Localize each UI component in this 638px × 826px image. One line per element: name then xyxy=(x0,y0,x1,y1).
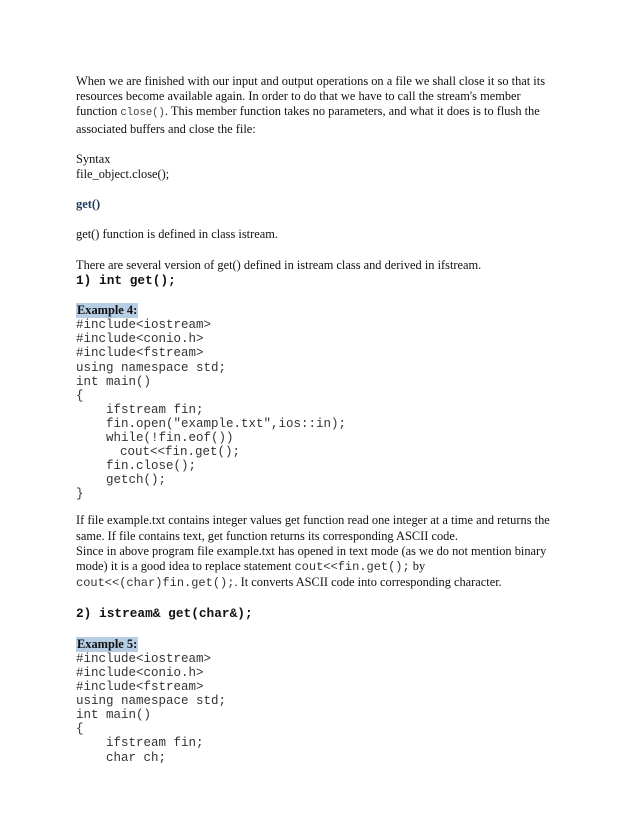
explanation-text-c: . It converts ASCII code into corresponding character. xyxy=(234,575,502,590)
code-line: ifstream fin; xyxy=(106,402,204,417)
code-line: } xyxy=(76,487,84,502)
page-content xyxy=(76,74,562,765)
example-4-label: Example 4: xyxy=(77,303,138,318)
example-5-code xyxy=(76,652,562,765)
code-line: cout<<fin.get(); xyxy=(120,445,241,460)
code-line: fin.close(); xyxy=(106,459,197,474)
inline-code-2: cout<<(char)fin.get(); xyxy=(76,576,235,591)
code-line: #include<conio.h> xyxy=(76,332,204,347)
code-line: ifstream fin; xyxy=(106,736,204,751)
example-4-code xyxy=(76,318,562,501)
versions-text: There are several version of get() defined in istream class and derived in ifstream. xyxy=(76,257,482,272)
explanation-line-1: If file example.txt contains integer values get function read one integer at a time and returns the same. If file contains text, get function returns its corresponding ASCII code. xyxy=(76,513,550,543)
code-line: { xyxy=(76,722,84,737)
code-line: #include<iostream> xyxy=(76,651,212,666)
signature-2: 2) istream& get(char&); xyxy=(76,606,253,622)
code-line: int main() xyxy=(76,374,152,389)
intro-text-1: When we are finished with our input and output operations on a file we shall close it so that its resources become available again. In order to do that we have to call the stream's member function xyxy=(76,74,546,119)
inline-code-1: cout<<fin.get(); xyxy=(294,560,410,575)
syntax-label: Syntax xyxy=(76,151,111,166)
code-line: int main() xyxy=(76,708,152,723)
code-line: using namespace std; xyxy=(76,360,227,375)
code-line: { xyxy=(76,388,84,403)
code-line: #include<conio.h> xyxy=(76,665,204,680)
get-heading: get() xyxy=(76,197,101,212)
close-code: close() xyxy=(120,107,165,120)
code-line: #include<fstream> xyxy=(76,346,204,361)
explanation-text-a: Since in above program file example.txt has opened in text mode (as we do not mention binary mode) it is a good idea to replace statement xyxy=(76,543,547,574)
explanation-text-b: by xyxy=(409,559,426,574)
syntax-value: file_object.close(); xyxy=(76,167,170,182)
intro-paragraph xyxy=(76,74,562,137)
intro-text-2: . This member function takes no parameters, and what it does is to flush the associated buffers and close the file: xyxy=(76,104,540,136)
example-5-label: Example 5: xyxy=(77,636,138,651)
code-line: using namespace std; xyxy=(76,694,227,709)
code-line: while(!fin.eof()) xyxy=(106,430,234,445)
code-line: getch(); xyxy=(106,473,167,488)
signature-1: 1) int get(); xyxy=(76,272,176,288)
explanation-line-2 xyxy=(76,544,562,592)
get-description: get() function is defined in class istream. xyxy=(76,227,278,242)
code-line: fin.open("example.txt",ios::in); xyxy=(106,416,347,431)
code-line: #include<fstream> xyxy=(76,680,204,695)
code-line: #include<iostream> xyxy=(76,318,212,333)
code-line: char ch; xyxy=(106,750,167,765)
